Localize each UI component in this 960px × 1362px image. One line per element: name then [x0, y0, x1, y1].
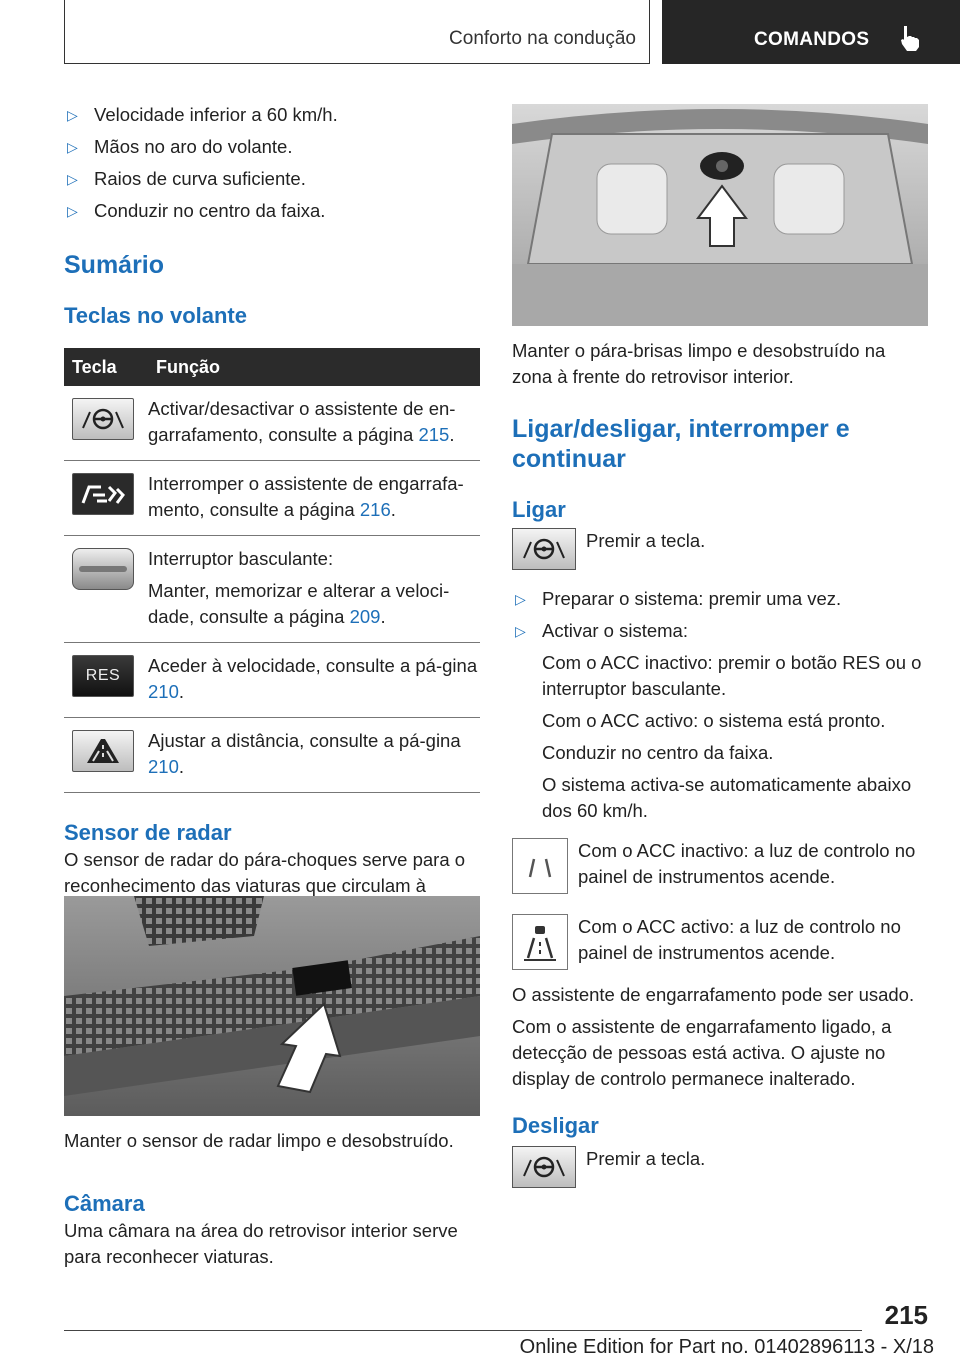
detail-text: Com o ACC activo: o sistema está pronto.: [542, 710, 886, 731]
col-header-function: Função: [148, 348, 480, 386]
list-item: ▷ Mãos no aro do volante.: [64, 134, 480, 160]
footer-rule: [64, 1330, 862, 1331]
bullet-triangle-icon: ▷: [515, 591, 526, 607]
list-item: ▷ Conduzir no centro da faixa.: [64, 198, 480, 224]
chapter-tab-label: COMANDOS: [754, 29, 870, 50]
page-number: 215: [884, 1300, 928, 1330]
chapter-tab[interactable]: [662, 0, 960, 64]
radar-heading: Sensor de radar: [64, 820, 232, 845]
keys-heading: Teclas no volante: [64, 303, 247, 328]
header-rule-left: [64, 0, 65, 64]
indicator-active-icon: [512, 914, 568, 970]
radar-caption: Manter o sensor de radar limpo e desobstruído.: [64, 1130, 454, 1151]
table-row: Interruptor basculante: Manter, memorizar e alterar a veloci-dade, consulte a página 209.: [64, 536, 480, 643]
list-item: ▷ Activar o sistema:: [512, 618, 928, 644]
camera-windshield-photo: [512, 104, 928, 326]
bullet-triangle-icon: ▷: [515, 623, 526, 639]
indicator-active-text: Com o ACC activo: a luz de controlo no painel de instrumentos acende.: [578, 916, 901, 963]
steering-assist-icon: [72, 398, 134, 440]
header-section-title: Conforto na condução: [449, 28, 636, 49]
detail-text: Conduzir no centro da faixa.: [542, 742, 774, 763]
bullet-triangle-icon: ▷: [67, 171, 78, 187]
rocker-switch-icon: [72, 548, 134, 590]
summary-heading: Sumário: [64, 251, 165, 279]
table-header-row: [64, 348, 480, 386]
pointing-hand-icon: [898, 24, 924, 52]
page-link[interactable]: 210: [148, 756, 179, 777]
radar-sensor-photo: [64, 896, 480, 1116]
table-row: Activar/desactivar o assistente de en-garrafamento, consulte a página 215.: [64, 386, 480, 461]
page-link[interactable]: 210: [148, 681, 179, 702]
steering-assist-button-icon[interactable]: [512, 1146, 576, 1188]
off-heading: Desligar: [512, 1113, 599, 1138]
camera-heading: Câmara: [64, 1191, 145, 1216]
header-rule-bottom: [64, 63, 649, 64]
list-item: ▷ Velocidade inferior a 60 km/h.: [64, 102, 480, 128]
list-item: ▷ Preparar o sistema: premir uma vez.: [512, 586, 928, 612]
detail-text: Com o ACC inactivo: premir o botão RES ou o interruptor basculante.: [542, 652, 922, 699]
table-row: RES Aceder à velocidade, consulte a pá-gina 210.: [64, 643, 480, 718]
steering-assist-button-icon[interactable]: [512, 528, 576, 570]
on-press-text: Premir a tecla.: [586, 530, 706, 551]
on-heading: Ligar: [512, 497, 566, 522]
bullet-triangle-icon: ▷: [67, 107, 78, 123]
page-link[interactable]: 215: [418, 424, 450, 445]
res-button-icon: RES: [72, 655, 134, 697]
table-row: Ajustar a distância, consulte a pá-gina 210.: [64, 718, 480, 793]
bullet-triangle-icon: ▷: [67, 203, 78, 219]
camera-caption: Manter o pára-brisas limpo e desobstruído na zona à frente do retrovisor interior.: [512, 340, 886, 387]
indicator-inactive-text: Com o ACC inactivo: a luz de controlo no painel de instrumentos acende.: [578, 840, 916, 887]
table-row: Interromper o assistente de engarrafa-mento, consulte a página 216.: [64, 461, 480, 536]
header-separator: [649, 0, 650, 64]
page-link[interactable]: 209: [349, 606, 381, 627]
col-header-key: Tecla: [64, 348, 148, 386]
indicator-inactive-icon: [512, 838, 568, 894]
keys-table: [64, 348, 480, 793]
page-link[interactable]: 216: [359, 499, 391, 520]
detail-text: O sistema activa-se automaticamente abaixo dos 60 km/h.: [542, 774, 912, 821]
bullet-triangle-icon: ▷: [67, 139, 78, 155]
off-press-text: Premir a tecla.: [586, 1148, 706, 1169]
left-column: [64, 102, 480, 925]
distance-icon: [72, 730, 134, 772]
hands-off-icon: [72, 473, 134, 515]
radar-text: O sensor de radar do pára-choques serve para o reconhecimento das viaturas que circulam à: [64, 849, 466, 896]
list-item: ▷ Raios de curva suficiente.: [64, 166, 480, 192]
paragraph: Com o assistente de engarrafamento ligado, a detecção de pessoas está activa. O ajuste no display de controlo permanece inalterado.: [512, 1016, 892, 1089]
footer-edition: Online Edition for Part no. 01402896113 - X/18: [519, 1336, 934, 1358]
paragraph: O assistente de engarrafamento pode ser usado.: [512, 984, 915, 1005]
camera-text: Uma câmara na área do retrovisor interior serve para reconhecer viaturas.: [64, 1220, 458, 1267]
onoff-heading: Ligar/desligar, interromper e continuar: [512, 415, 850, 473]
